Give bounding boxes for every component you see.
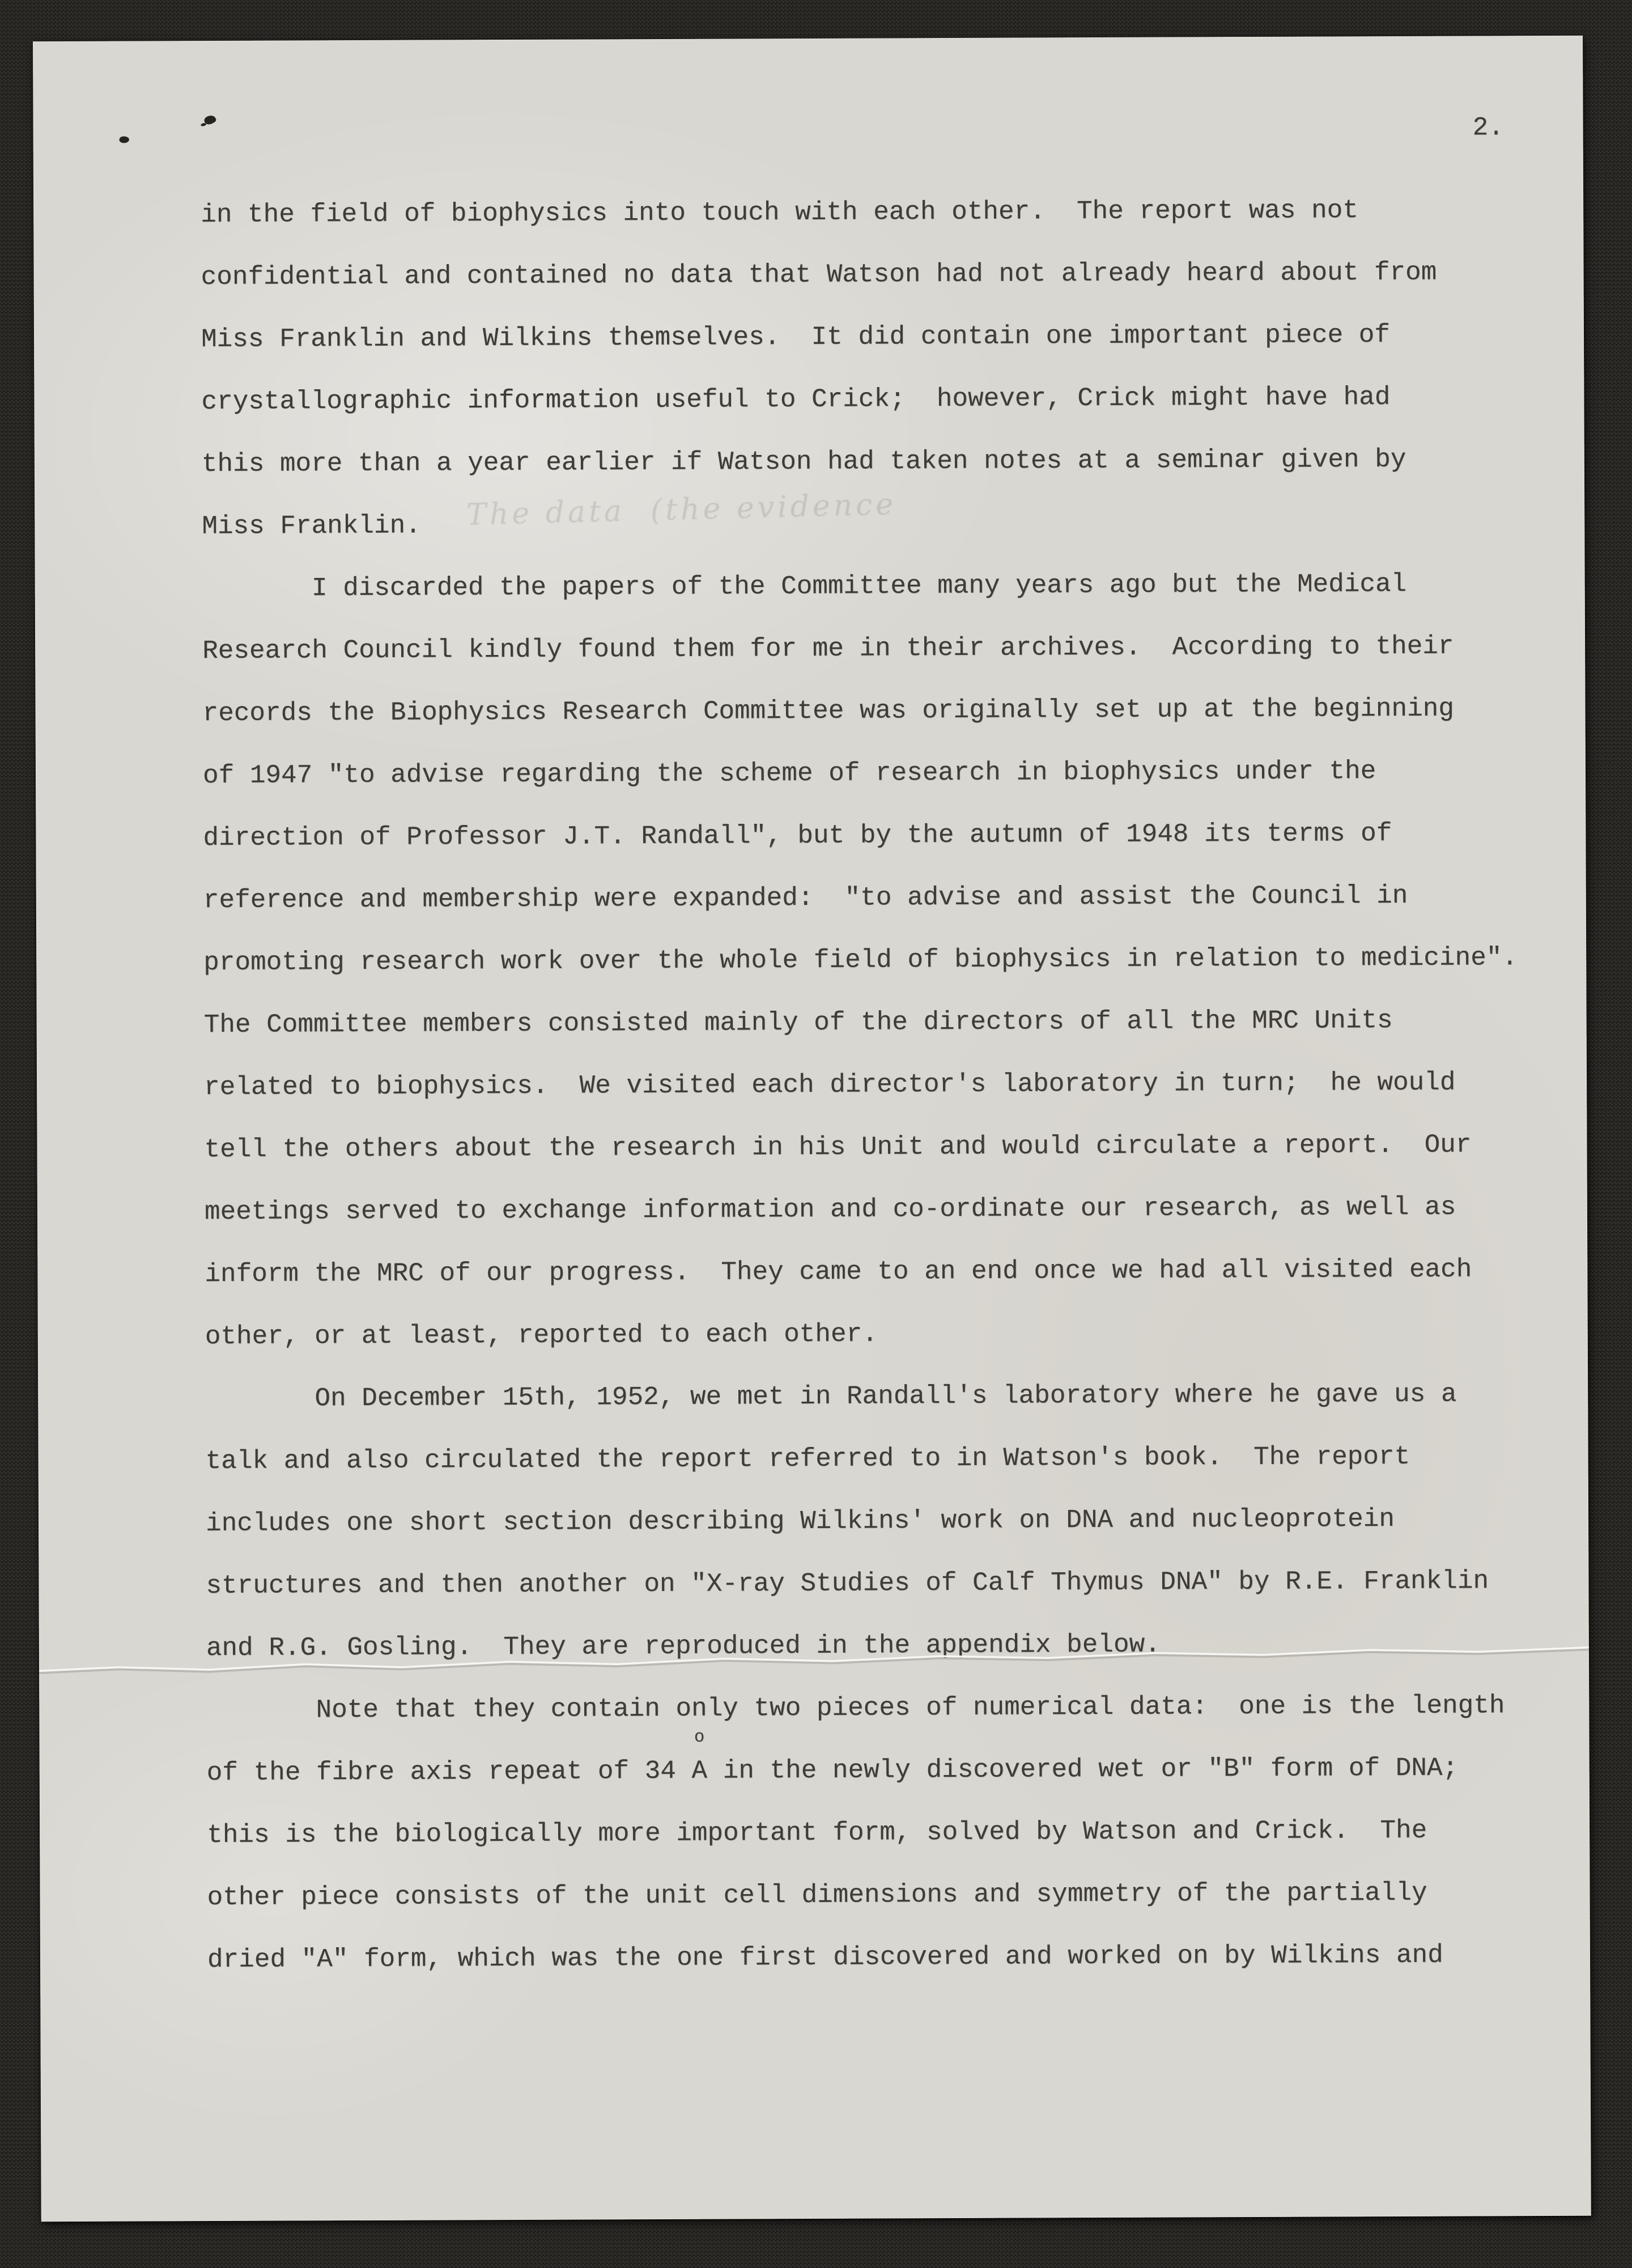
typed-line: direction of Professor J.T. Randall", but by the autumn of 1948 its terms of (203, 819, 1392, 853)
typed-line: promoting research work over the whole field of biophysics in relation to medicine". (203, 943, 1518, 978)
typed-text (201, 178, 1579, 1991)
document-page (33, 36, 1591, 2222)
angstrom-symbol: o A (691, 1727, 708, 1786)
typed-line: confidential and contained no data that Watson had not already heard about from (201, 257, 1437, 292)
typed-line: of 1947 "to advise regarding the scheme of research in biophysics under the (202, 756, 1376, 791)
typed-line: The Committee members consisted mainly of the directors of all the MRC Units (203, 1006, 1393, 1040)
typed-line: On December 15th, 1952, we met in Randall's laboratory where he gave us a (205, 1379, 1457, 1414)
typed-line: in the field of biophysics into touch with each other. The report was not (201, 195, 1359, 230)
typed-line: dried "A" form, which was the one first discovered and worked on by Wilkins and (207, 1940, 1443, 1975)
typed-line: structures and then another on "X-ray Studies of Calf Thymus DNA" by R.E. Franklin (206, 1566, 1489, 1601)
typed-line: tell the others about the research in his Unit and would circulate a report. Our (204, 1130, 1472, 1165)
typed-line: Miss Franklin and Wilkins themselves. It did contain one important piece of (201, 320, 1391, 355)
typed-line: Miss Franklin. (202, 510, 421, 542)
typed-line: reference and membership were expanded: "to advise and assist the Council in (203, 880, 1408, 916)
typed-line: talk and also circulated the report referred to in Watson's book. The report (205, 1441, 1410, 1476)
typed-line: meetings served to exchange information and co-ordinate our research, as well as (204, 1192, 1456, 1227)
typed-line: I discarded the papers of the Committee many years ago but the Medical (202, 569, 1407, 604)
pencil-annotation: The data (the evidence (466, 487, 897, 533)
typed-line: inform the MRC of our progress. They came to an end once we had all visited each (205, 1254, 1472, 1290)
page-number: 2. (1472, 113, 1504, 143)
typed-line: crystallographic information useful to Crick; however, Crick might have had (201, 382, 1391, 417)
paper-crease-line (39, 1622, 1590, 1708)
typed-line: and R.G. Gosling. They are reproduced in the appendix below. (206, 1629, 1161, 1663)
typed-line: other, or at least, reported to each other. (205, 1319, 878, 1352)
typed-line: this more than a year earlier if Watson had taken notes at a seminar given by (201, 444, 1406, 479)
typed-line: this is the biologically more important form, solved by Watson and Crick. The (207, 1815, 1427, 1850)
typed-line: records the Biophysics Research Committee was originally set up at the beginning (202, 693, 1455, 729)
typed-line: related to biophysics. We visited each director's laboratory in turn; he would (204, 1067, 1456, 1103)
typed-line: Research Council kindly found them for me in their archives. According to their (202, 631, 1454, 666)
typed-line: Note that they contain only two pieces of numerical data: one is the length (206, 1691, 1505, 1726)
typed-line: other piece consists of the unit cell dimensions and symmetry of the partially (207, 1878, 1427, 1913)
typed-line: of the fibre axis repeat of 34 o A in the newly discovered wet or "B" form of DNA; (207, 1737, 1578, 1804)
ink-speck (203, 113, 217, 126)
ink-speck (119, 135, 130, 144)
typed-line: includes one short section describing Wilkins' work on DNA and nucleoprotein (205, 1504, 1395, 1539)
